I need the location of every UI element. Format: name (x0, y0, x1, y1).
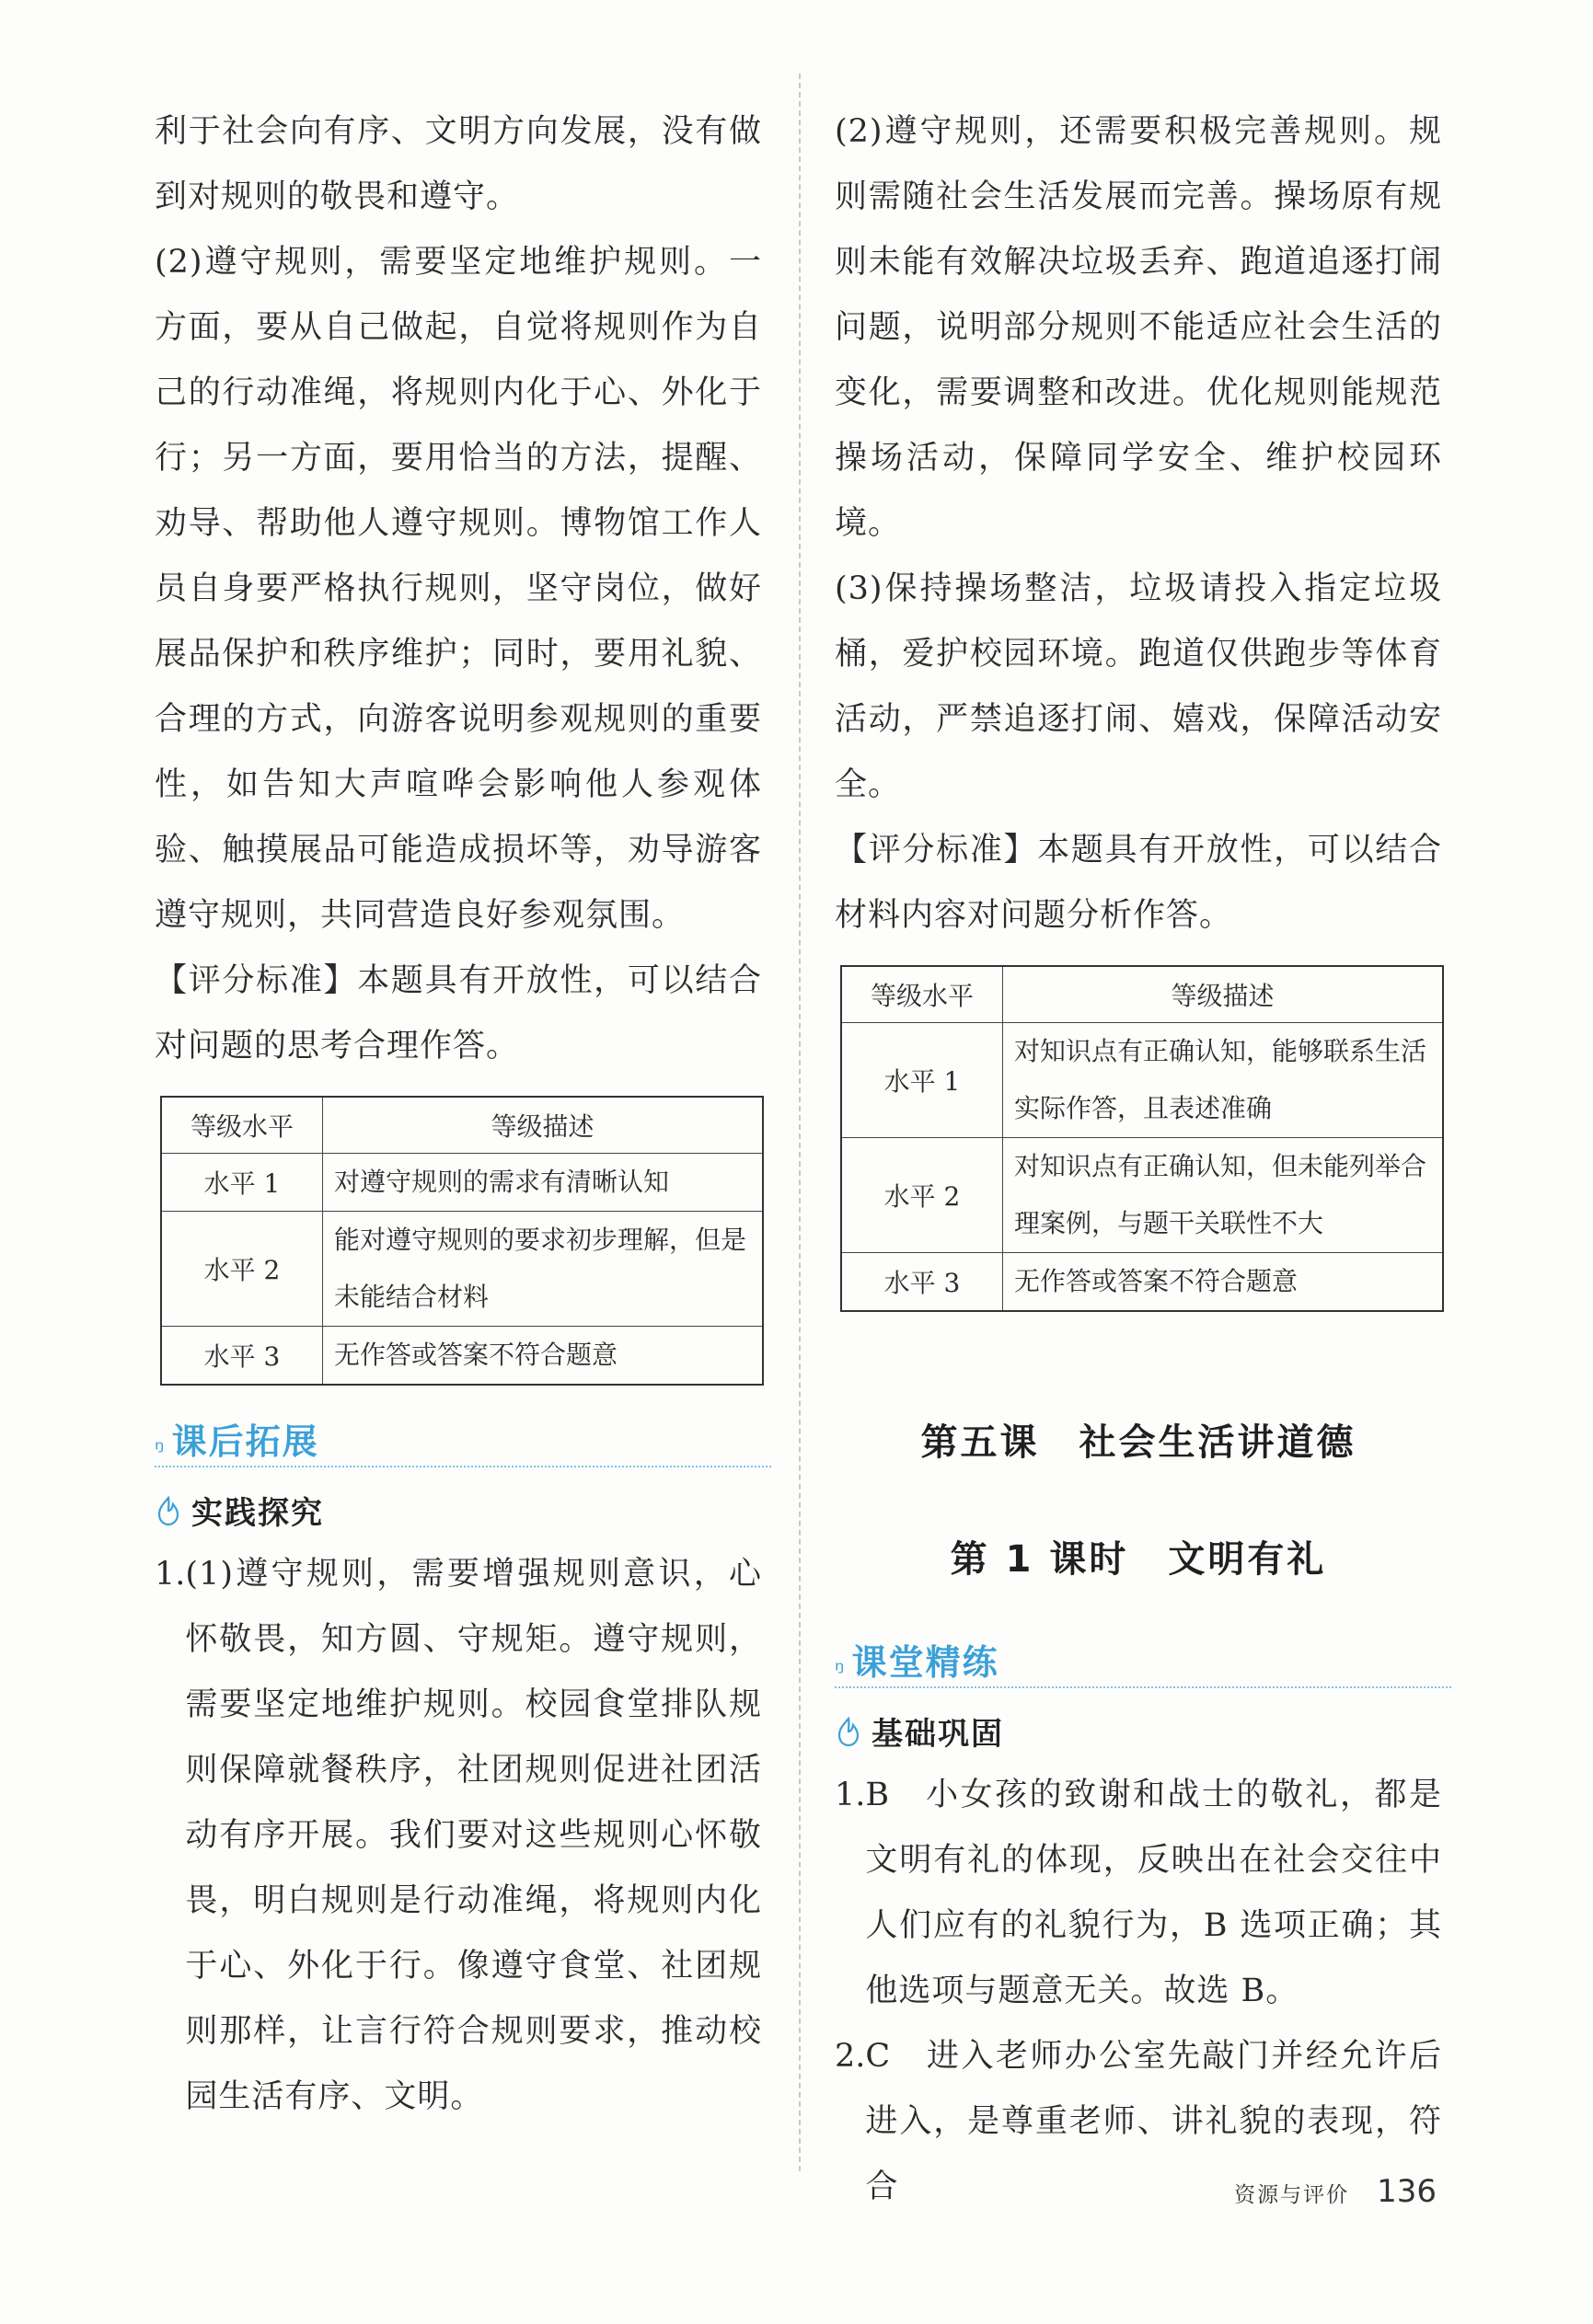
flame-icon (155, 1495, 182, 1526)
section-marker-icon: ᵑ (835, 1657, 845, 1685)
section-title: 课后拓展 (171, 1421, 319, 1462)
table-row: 水平 3 无作答或答案不符合题意 (161, 1327, 763, 1386)
page-number: 136 (1377, 2173, 1437, 2210)
section-header (155, 1413, 771, 1467)
paragraph: 利于社会向有序、文明方向发展，没有做到对规则的敬畏和遵守。 (155, 113, 762, 215)
table-row: 水平 2 对知识点有正确认知，但未能列举合理案例，与题干关联性不大 (841, 1138, 1443, 1253)
subsection-title: 基础巩固 (872, 1716, 1004, 1753)
flame-icon (835, 1716, 862, 1747)
footer-source: 资源与评价 (1234, 2183, 1350, 2207)
left-column (155, 99, 762, 2130)
section-marker-icon: ᵑ (155, 1436, 165, 1464)
table-row: 水平 1 对知识点有正确认知，能够联系生活实际作答，且表述准确 (841, 1023, 1443, 1138)
paragraph: (3)保持操场整洁，垃圾请投入指定垃圾桶，爱护校园环境。跑道仅供跑步等体育活动，严禁追逐打闹、嬉戏，保障活动安全。 (835, 570, 1442, 803)
paragraph: (2)遵守规则，还需要积极完善规则。规则需随社会生活发展而完善。操场原有规则未能有效解决垃圾丢弃、跑道追逐打闹问题，说明部分规则不能适应社会生活的变化，需要调整和改进。优化规则能规范操场活动，保障同学安全、维护校园环境。 (835, 113, 1442, 542)
answer-item: 2. C 进入老师办公室先敲门并经允许后进入，是尊重老师、讲礼貌的表现，符合 (835, 2038, 1442, 2205)
table-row: 水平 3 无作答或答案不符合题意 (841, 1253, 1443, 1312)
lesson-title: 第 1 课时 文明有礼 (950, 1538, 1327, 1581)
section-header (835, 1634, 1451, 1688)
grading-table (160, 1096, 764, 1386)
section-title: 课堂精练 (851, 1642, 999, 1683)
table-row: 水平 2 能对遵守规则的要求初步理解，但是未能结合材料 (161, 1212, 763, 1327)
paragraph: (2)遵守规则，需要坚定地维护规则。一方面，要从自己做起，自觉将规则作为自己的行动准绳，将规则内化于心、外化于行；另一方面，要用恰当的方法，提醒、劝导、帮助他人遵守规则。博物馆工作人员自身要严格执行规则，坚守岗位，做好展品保护和秩序维护；同时，要用礼貌、合理的方式，向游客说明参观规则的重要性，如告知大声喧哗会影响他人参观体验、触摸展品可能造成损坏等，劝导游客遵守规则，共同营造良好参观氛围。 (155, 244, 762, 934)
subsection-title: 实践探究 (191, 1495, 324, 1532)
table-header-desc: 等级描述 (1003, 966, 1444, 1023)
grading-table (840, 965, 1444, 1312)
chapter-title: 第五课 社会生活讲道德 (920, 1421, 1356, 1464)
answer-item: 1. B 小女孩的致谢和战士的敬礼，都是文明有礼的体现，反映出在社会交往中人们应有的礼貌行为，B 选项正确；其他选项与题意无关。故选 B。 (835, 1777, 1442, 2009)
column-divider (799, 74, 801, 2171)
subsection-header (155, 1488, 762, 1533)
table-header-desc: 等级描述 (323, 1097, 764, 1154)
table-row: 水平 1 对遵守规则的需求有清晰认知 (161, 1154, 763, 1212)
grading-note: 【评分标准】本题具有开放性，可以结合材料内容对问题分析作答。 (835, 832, 1442, 934)
page-footer (1234, 2173, 1437, 2210)
answer-item: 1. (1)遵守规则，需要增强规则意识，心怀敬畏，知方圆、守规矩。遵守规则，需要坚定地维护规则。校园食堂排队规则保障就餐秩序，社团规则促进社团活动有序开展。我们要对这些规则心怀敬畏，明白规则是行动准绳，将规则内化于心、外化于行。像遵守食堂、社团规则那样，让言行符合规则要求，推动校园生活有序、文明。 (155, 1556, 762, 2115)
table-header-level: 等级水平 (161, 1097, 323, 1154)
subsection-header (835, 1708, 1442, 1754)
table-header-level: 等级水平 (841, 966, 1003, 1023)
grading-note: 【评分标准】本题具有开放性，可以结合对问题的思考合理作答。 (155, 962, 762, 1064)
right-column (835, 99, 1442, 2220)
